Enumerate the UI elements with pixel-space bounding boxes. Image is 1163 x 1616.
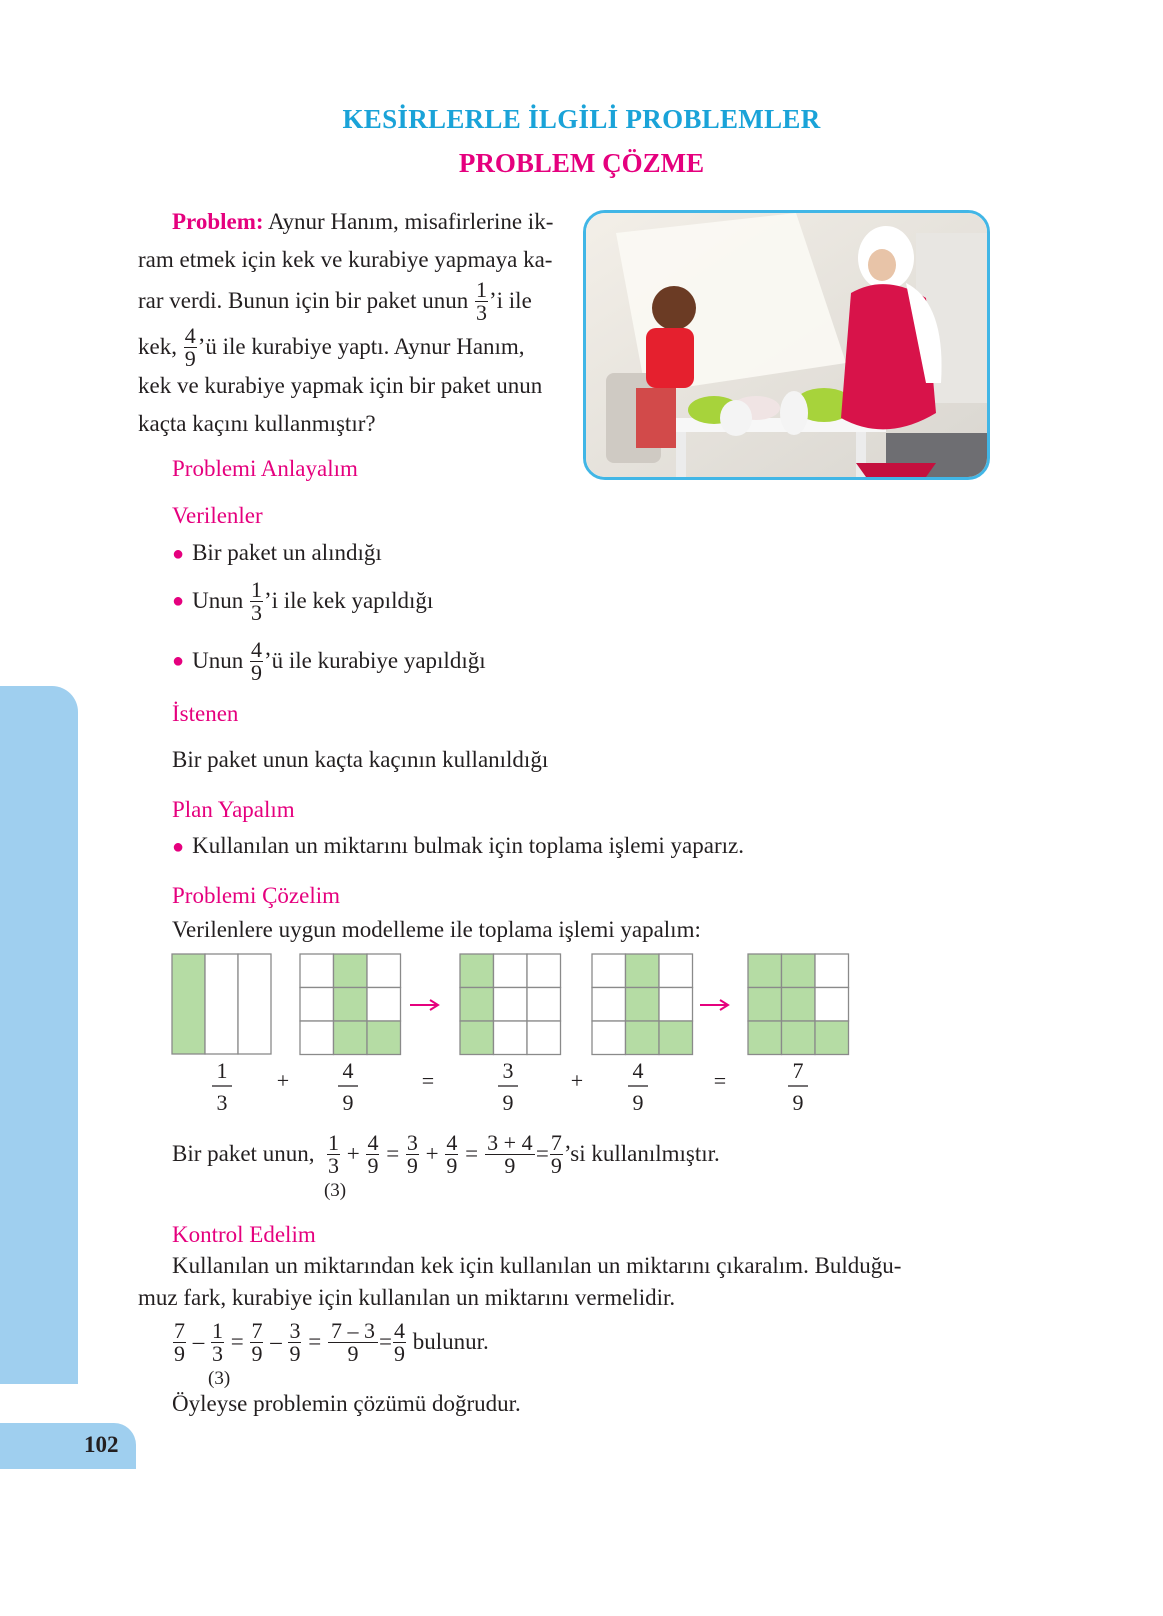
side-decoration: [0, 686, 78, 1384]
plan-item: ● Kullanılan un miktarını bulmak için toplama işlemi yaparız.: [172, 833, 744, 858]
fraction: $\frac{1}{3}$: [250, 576, 262, 625]
bullet-icon: ●: [172, 650, 185, 672]
page-subtitle: PROBLEM ÇÖZME: [458, 148, 705, 178]
model-cell: [748, 1021, 782, 1055]
bullet-icon: ●: [172, 836, 185, 858]
equation-2: $\frac{7}{9}$ – 1 3 (3) = $\frac{7}{9}$ – $\frac{3}{9}$ = $\frac{7 - 3}{9}$ = $\frac{4}{9}$ bulunur.: [174, 1317, 489, 1389]
fraction-denominator: 9: [632, 1090, 644, 1115]
equation-1: Bir paket unun, 1 3 (3) + $\frac{4}{9}$ = $\frac{3}{9}$ + $\frac{4}{9}$ = $\frac{3 + 4}{9}$ = $\frac{7}{9}$ ’si kullanılmıştır.: [172, 1129, 720, 1201]
fraction-denominator: 3: [216, 1090, 228, 1115]
solve-intro: Verilenlere uygun modelleme ile toplama işlemi yapalım:: [172, 917, 701, 942]
fraction: $\frac{3 + 4}{9}$: [485, 1132, 535, 1177]
page-title: KESİRLERLE İLGİLİ PROBLEMLER: [342, 104, 821, 134]
model-cell: [659, 988, 693, 1022]
wanted-text: Bir paket unun kaçta kaçının kullanıldığı: [172, 747, 549, 772]
model-cell: [659, 954, 693, 988]
problem-line-6: kaçta kaçını kullanmıştır?: [138, 411, 376, 436]
fraction-model: [160, 948, 860, 1123]
model-cell: [815, 1021, 849, 1055]
model-cell: [494, 988, 528, 1022]
model-cell: [659, 1021, 693, 1055]
model-cell: [815, 988, 849, 1022]
equals-sign: =: [713, 1068, 727, 1093]
equals-sign: =: [421, 1068, 435, 1093]
section-check: Kontrol Edelim: [172, 1222, 316, 1247]
conclusion: Öyleyse problemin çözümü doğrudur.: [172, 1391, 521, 1416]
arrow-right-icon: [410, 1000, 438, 1010]
model-cell: [367, 1021, 401, 1055]
model-cell: [527, 954, 561, 988]
fraction: $\frac{4}{9}$: [393, 1317, 405, 1366]
section-solve: Problemi Çözelim: [172, 883, 341, 908]
model-cell: [782, 954, 816, 988]
model-cell: [460, 954, 494, 988]
model-cell: [460, 988, 494, 1022]
plus-sign: +: [570, 1068, 584, 1093]
model-cell: [626, 1021, 660, 1055]
fraction: $\frac{7 - 3}{9}$: [328, 1320, 378, 1365]
model-cell: [172, 954, 205, 1054]
problem-line-5: kek ve kurabiye yapmak için bir paket unun: [138, 373, 543, 398]
model-cell: [300, 954, 334, 988]
model-cell: [367, 988, 401, 1022]
photo-illustration: [586, 213, 987, 477]
fraction-numerator: 4: [342, 1058, 354, 1083]
model-cell: [334, 988, 368, 1022]
fraction: $\frac{4}{9}$: [250, 636, 262, 685]
bullet-icon: ●: [172, 590, 185, 612]
problem-line-2: ram etmek için kek ve kurabiye yapmaya ka-: [138, 247, 553, 272]
fraction-numerator: 3: [502, 1058, 514, 1083]
fraction: $\frac{4}{9}$: [367, 1129, 379, 1178]
fraction: $\frac{3}{9}$: [406, 1129, 418, 1178]
fraction: 1 3 (3): [208, 1317, 231, 1389]
section-wanted: İstenen: [172, 701, 239, 726]
fraction: $\frac{7}{9}$: [251, 1317, 263, 1366]
model-cell: [626, 988, 660, 1022]
model-cell: [626, 954, 660, 988]
bullet-icon: ●: [172, 543, 185, 565]
page-number: 102: [84, 1432, 119, 1457]
model-cell: [782, 1021, 816, 1055]
fraction-numerator: 7: [792, 1058, 804, 1083]
model-cell: [494, 1021, 528, 1055]
problem-line-3: rar verdi. Bunun için bir paket unun $\frac{1}{3}$ ’i ile: [138, 276, 532, 325]
fraction-denominator: 9: [502, 1090, 514, 1115]
given-item-3: ● Unun $\frac{4}{9}$ ’ü ile kurabiye yapıldığı: [172, 636, 486, 685]
model-cell: [367, 954, 401, 988]
arrow-right-icon: [700, 1000, 728, 1010]
expansion-note: (3): [323, 1179, 347, 1201]
model-cell: [527, 988, 561, 1022]
fraction: $\frac{1}{3}$: [475, 276, 487, 325]
model-cell: [592, 1021, 626, 1055]
model-cell: [592, 954, 626, 988]
model-cell: [494, 954, 528, 988]
given-item-1: ● Bir paket un alındığı: [172, 540, 382, 565]
model-cell: [205, 954, 238, 1054]
model-cell: [748, 988, 782, 1022]
check-line-2: muz fark, kurabiye için kullanılan un miktarını vermelidir.: [138, 1285, 676, 1310]
section-plan: Plan Yapalım: [172, 797, 295, 822]
model-cell: [592, 988, 626, 1022]
fraction: 1 3 (3): [323, 1129, 347, 1201]
expansion-note: (3): [208, 1367, 231, 1389]
model-cell: [782, 988, 816, 1022]
model-cell: [238, 954, 271, 1054]
model-cell: [815, 954, 849, 988]
model-cell: [334, 954, 368, 988]
check-line-1: Kullanılan un miktarından kek için kullanılan un miktarını çıkaralım. Bulduğu-: [172, 1253, 902, 1278]
problem-line-4: kek, $\frac{4}{9}$ ’ü ile kurabiye yaptı. Aynur Hanım,: [138, 322, 525, 371]
fraction: $\frac{3}{9}$: [289, 1317, 301, 1366]
kitchen-photo: [583, 210, 990, 480]
given-item-2: ● Unun $\frac{1}{3}$ ’i ile kek yapıldığı: [172, 576, 434, 625]
model-cell: [527, 1021, 561, 1055]
model-cell: [300, 988, 334, 1022]
fraction: $\frac{4}{9}$: [184, 322, 196, 371]
fraction: $\frac{7}{9}$: [550, 1129, 562, 1178]
fraction-numerator: 1: [216, 1058, 228, 1083]
fraction-denominator: 9: [342, 1090, 354, 1115]
problem-line-1: Problem: Aynur Hanım, misafirlerine ik-: [172, 209, 554, 234]
section-givens: Verilenler: [172, 503, 263, 528]
plus-sign: +: [276, 1068, 290, 1093]
fraction: $\frac{7}{9}$: [174, 1317, 185, 1366]
fraction: $\frac{4}{9}$: [446, 1129, 458, 1178]
model-cell: [334, 1021, 368, 1055]
fraction-numerator: 4: [632, 1058, 644, 1083]
model-cell: [748, 954, 782, 988]
model-cell: [300, 1021, 334, 1055]
model-cell: [460, 1021, 494, 1055]
section-understand: Problemi Anlayalım: [172, 456, 358, 481]
problem-label: Problem:: [172, 209, 264, 234]
fraction-denominator: 9: [792, 1090, 804, 1115]
